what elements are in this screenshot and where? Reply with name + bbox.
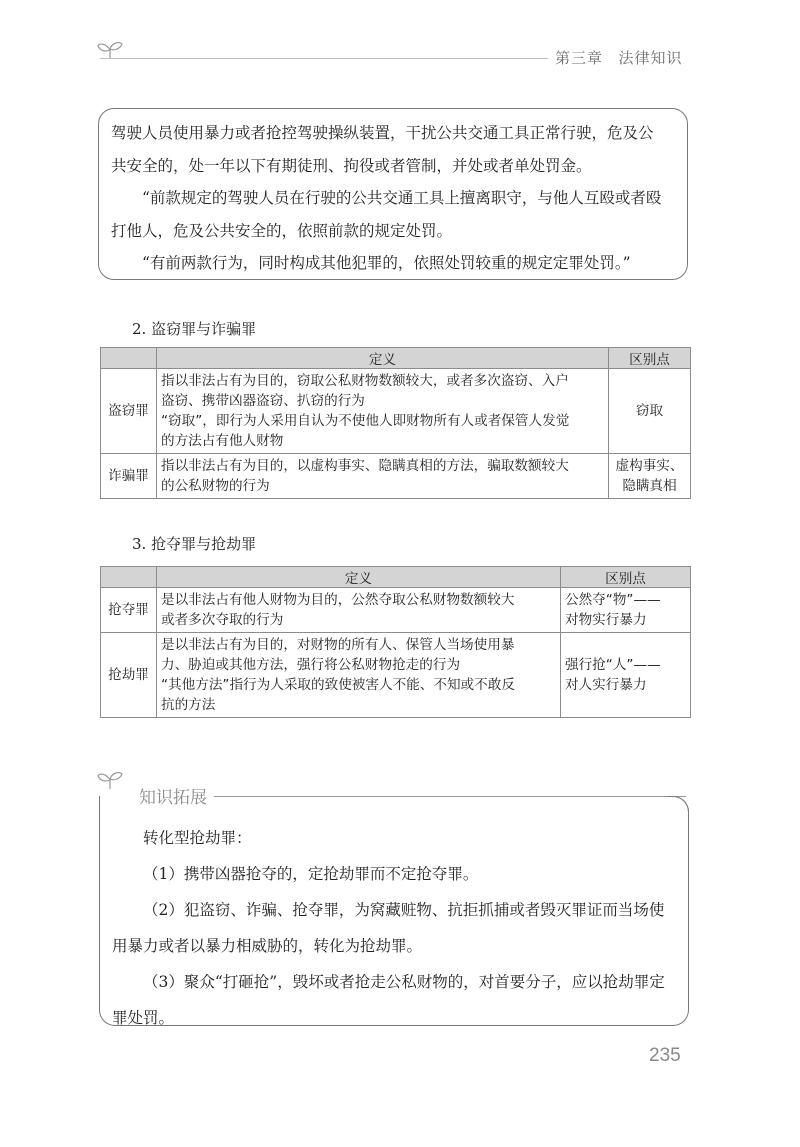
table-header-row (101, 348, 691, 369)
definition-line: 指以非法占有为目的，以虚构事实、隐瞒真相的方法，骗取数额较大 (161, 458, 569, 474)
definition-line: “其他方法”指行为人采取的致使被害人不能、不知或不敢反 (161, 677, 515, 693)
box-corner (668, 796, 689, 817)
page-number: 235 (649, 1045, 681, 1066)
difference-line: 隐瞒真相 (622, 478, 677, 494)
chapter-header (555, 47, 705, 71)
snatch-robbery-table (100, 566, 691, 718)
crime-difference (609, 369, 691, 454)
difference-line: 强行抢“人”—— (565, 657, 661, 673)
extension-line: 用暴力或者以暴力相威胁的，转化为抢劫罪。 (112, 937, 423, 955)
header-cell-definition: 定义 (157, 567, 561, 588)
difference-line: 虚构事实、 (615, 458, 684, 474)
chapter-number: 第三章 (555, 50, 604, 67)
extension-line: （3）聚众“打砸抢”，毁坏或者抢走公私财物的，对首要分子，应以抢劫罪定 (143, 973, 665, 991)
quote-line: 驾驶人员使用暴力或者抢控驾驶操纵装置，干扰公共交通工具正常行驶，危及公 (111, 124, 654, 142)
header-cell-definition: 定义 (157, 348, 609, 369)
header-cell-difference: 区别点 (609, 348, 691, 369)
crime-definition (157, 633, 561, 718)
section-title-snatch-robbery: 3. 抢夺罪与抢劫罪 (132, 535, 257, 553)
sprout-icon (97, 40, 123, 60)
section-title-theft-fraud: 2. 盗窃罪与诈骗罪 (132, 320, 257, 338)
definition-line: 的方法占有他人财物 (161, 433, 284, 449)
table-row (101, 369, 691, 454)
chapter-title: 法律知识 (618, 50, 683, 67)
table-row (101, 588, 691, 633)
crime-definition (157, 454, 609, 499)
quote-line: “前款规定的驾驶人员在行驶的公共交通工具上擅离职守，与他人互殴或者殴 (142, 189, 662, 207)
crime-definition (157, 588, 561, 633)
table-row (101, 454, 691, 499)
extension-line: 罪处罚。 (112, 1009, 175, 1027)
quote-line: 打他人，危及公共安全的，依照前款的规定处罚。 (111, 221, 453, 240)
crime-name: 诈骗罪 (101, 454, 157, 499)
crime-difference (609, 454, 691, 499)
crime-difference (561, 633, 691, 718)
difference-line: 对人实行暴力 (565, 677, 647, 693)
knowledge-extension-box (99, 796, 689, 1026)
definition-line: 是以非法占有他人财物为目的，公然夺取公私财物数额较大 (161, 592, 515, 608)
crime-name: 盗窃罪 (101, 369, 157, 454)
sprout-icon (97, 770, 123, 790)
definition-line: 指以非法占有为目的，窃取公私财物数额较大，或者多次盗窃、入户 (161, 373, 569, 389)
definition-line: 力、胁迫或其他方法，强行将公私财物抢走的行为 (161, 657, 461, 673)
quote-line: “有前两款行为，同时构成其他犯罪的，依照处罚较重的规定定罪处罚。” (142, 254, 631, 272)
definition-line: 是以非法占有为目的，对财物的所有人、保管人当场使用暴 (161, 637, 515, 653)
extension-line: （2）犯盗窃、诈骗、抢夺罪，为窝藏赃物、抗拒抓捕或者毁灭罪证而当场使 (143, 901, 665, 919)
law-quote-box (98, 108, 688, 280)
difference-line: 对物实行暴力 (565, 612, 647, 628)
crime-difference (561, 588, 691, 633)
definition-line: 或者多次夺取的行为 (161, 612, 284, 628)
definition-line: 盗窃、携带凶器盗窃、扒窃的行为 (161, 393, 365, 409)
header-cell-empty (101, 567, 157, 588)
definition-line: 抗的方法 (161, 697, 216, 713)
extension-line: 转化型抢劫罪： (143, 829, 252, 847)
header-rule (100, 58, 548, 59)
crime-name: 抢劫罪 (101, 633, 157, 718)
difference-line: 窃取 (635, 403, 664, 419)
header-cell-difference: 区别点 (561, 567, 691, 588)
header-cell-empty (101, 348, 157, 369)
difference-line: 公然夺“物”—— (565, 592, 661, 608)
extension-title: 知识拓展 (139, 783, 213, 808)
crime-name: 抢夺罪 (101, 588, 157, 633)
definition-line: “窃取”，即行为人采用自认为不使他人即财物所有人或者保管人发觉 (161, 413, 570, 429)
table-row (101, 633, 691, 718)
theft-fraud-table (100, 347, 691, 499)
table-header-row (101, 567, 691, 588)
definition-line: 的公私财物的行为 (161, 478, 270, 494)
extension-line: （1）携带凶器抢夺的，定抢劫罪而不定抢夺罪。 (143, 865, 479, 883)
quote-line: 共安全的，处一年以下有期徒刑、拘役或者管制，并处或者单处罚金。 (111, 156, 592, 175)
crime-definition (157, 369, 609, 454)
